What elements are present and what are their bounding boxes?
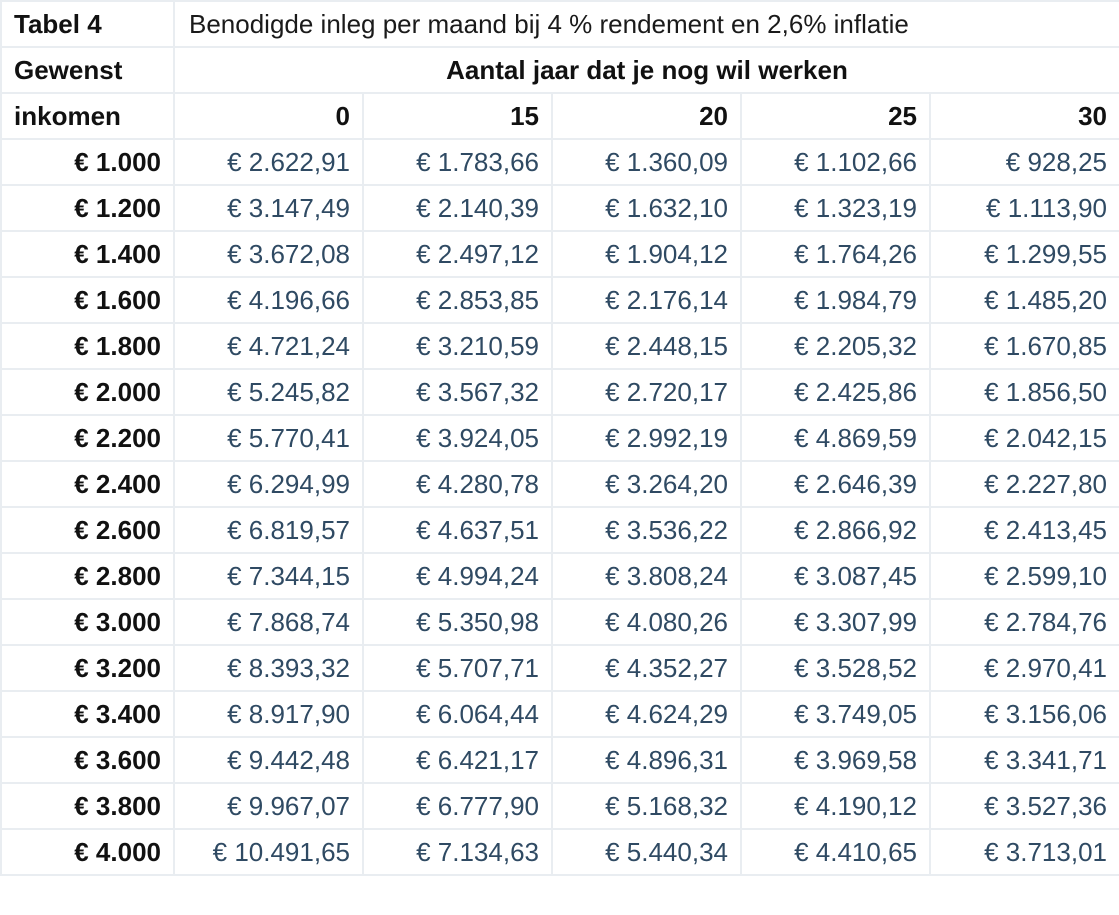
- contribution-cell: € 1.984,79: [741, 277, 930, 323]
- table-row: [1, 277, 1119, 323]
- contribution-cell: € 2.227,80: [930, 461, 1119, 507]
- contribution-cell: € 5.770,41: [174, 415, 363, 461]
- contribution-cell: € 10.491,65: [174, 829, 363, 875]
- year-header-25: 25: [741, 93, 930, 139]
- row-header-line2: inkomen: [1, 93, 174, 139]
- contribution-cell: € 2.599,10: [930, 553, 1119, 599]
- contribution-cell: € 5.440,34: [552, 829, 741, 875]
- row-header-line1: Gewenst: [1, 47, 174, 93]
- contribution-cell: € 2.140,39: [363, 185, 552, 231]
- year-header-0: 0: [174, 93, 363, 139]
- income-cell: € 1.800: [1, 323, 174, 369]
- table-row: [1, 231, 1119, 277]
- table-row: [1, 599, 1119, 645]
- contribution-cell: € 3.087,45: [741, 553, 930, 599]
- contribution-cell: € 4.280,78: [363, 461, 552, 507]
- contribution-cell: € 2.622,91: [174, 139, 363, 185]
- income-cell: € 1.200: [1, 185, 174, 231]
- income-cell: € 1.400: [1, 231, 174, 277]
- contribution-cell: € 2.970,41: [930, 645, 1119, 691]
- contribution-cell: € 6.064,44: [363, 691, 552, 737]
- contribution-cell: € 1.670,85: [930, 323, 1119, 369]
- contribution-cell: € 1.783,66: [363, 139, 552, 185]
- table-body: [1, 1, 1119, 875]
- table-row: [1, 369, 1119, 415]
- contribution-cell: € 8.917,90: [174, 691, 363, 737]
- contribution-cell: € 4.896,31: [552, 737, 741, 783]
- contribution-cell: € 4.352,27: [552, 645, 741, 691]
- contribution-cell: € 9.967,07: [174, 783, 363, 829]
- contribution-cell: € 4.637,51: [363, 507, 552, 553]
- table-row: [1, 185, 1119, 231]
- contribution-cell: € 3.969,58: [741, 737, 930, 783]
- income-cell: € 1.600: [1, 277, 174, 323]
- contribution-cell: € 2.992,19: [552, 415, 741, 461]
- contribution-cell: € 6.777,90: [363, 783, 552, 829]
- caption-row: [1, 1, 1119, 47]
- income-cell: € 2.800: [1, 553, 174, 599]
- contribution-cell: € 9.442,48: [174, 737, 363, 783]
- contribution-cell: € 928,25: [930, 139, 1119, 185]
- contribution-cell: € 3.210,59: [363, 323, 552, 369]
- contribution-cell: € 3.147,49: [174, 185, 363, 231]
- table-row: [1, 507, 1119, 553]
- contribution-cell: € 8.393,32: [174, 645, 363, 691]
- contribution-cell: € 1.323,19: [741, 185, 930, 231]
- contribution-cell: € 2.425,86: [741, 369, 930, 415]
- contribution-cell: € 2.448,15: [552, 323, 741, 369]
- contribution-cell: € 1.299,55: [930, 231, 1119, 277]
- contribution-cell: € 2.205,32: [741, 323, 930, 369]
- contribution-cell: € 1.360,09: [552, 139, 741, 185]
- contribution-cell: € 3.713,01: [930, 829, 1119, 875]
- contribution-cell: € 2.413,45: [930, 507, 1119, 553]
- contribution-cell: € 2.176,14: [552, 277, 741, 323]
- year-header-30: 30: [930, 93, 1119, 139]
- contribution-cell: € 4.196,66: [174, 277, 363, 323]
- contribution-cell: € 2.853,85: [363, 277, 552, 323]
- contribution-cell: € 1.632,10: [552, 185, 741, 231]
- income-cell: € 1.000: [1, 139, 174, 185]
- contribution-cell: € 4.721,24: [174, 323, 363, 369]
- income-cell: € 3.800: [1, 783, 174, 829]
- contribution-cell: € 4.190,12: [741, 783, 930, 829]
- income-cell: € 2.600: [1, 507, 174, 553]
- contribution-cell: € 6.819,57: [174, 507, 363, 553]
- table-number: Tabel 4: [1, 1, 174, 47]
- contribution-cell: € 3.567,32: [363, 369, 552, 415]
- contribution-cell: € 1.102,66: [741, 139, 930, 185]
- contribution-cell: € 2.866,92: [741, 507, 930, 553]
- contribution-cell: € 2.042,15: [930, 415, 1119, 461]
- year-header-15: 15: [363, 93, 552, 139]
- contribution-cell: € 5.168,32: [552, 783, 741, 829]
- contribution-cell: € 5.350,98: [363, 599, 552, 645]
- contribution-cell: € 2.646,39: [741, 461, 930, 507]
- contribution-cell: € 1.485,20: [930, 277, 1119, 323]
- income-cell: € 2.000: [1, 369, 174, 415]
- contribution-cell: € 7.134,63: [363, 829, 552, 875]
- contribution-cell: € 3.672,08: [174, 231, 363, 277]
- table-row: [1, 783, 1119, 829]
- contribution-cell: € 1.856,50: [930, 369, 1119, 415]
- header-row-years: [1, 93, 1119, 139]
- contribution-cell: € 1.764,26: [741, 231, 930, 277]
- contribution-cell: € 1.113,90: [930, 185, 1119, 231]
- contribution-cell: € 3.307,99: [741, 599, 930, 645]
- income-cell: € 2.400: [1, 461, 174, 507]
- contribution-cell: € 6.294,99: [174, 461, 363, 507]
- contribution-cell: € 7.868,74: [174, 599, 363, 645]
- income-cell: € 4.000: [1, 829, 174, 875]
- income-cell: € 2.200: [1, 415, 174, 461]
- contribution-cell: € 1.904,12: [552, 231, 741, 277]
- contribution-cell: € 7.344,15: [174, 553, 363, 599]
- contribution-cell: € 5.707,71: [363, 645, 552, 691]
- table-row: [1, 737, 1119, 783]
- contribution-cell: € 3.749,05: [741, 691, 930, 737]
- contribution-cell: € 3.341,71: [930, 737, 1119, 783]
- contribution-cell: € 3.924,05: [363, 415, 552, 461]
- table-row: [1, 829, 1119, 875]
- contribution-cell: € 3.528,52: [741, 645, 930, 691]
- income-cell: € 3.000: [1, 599, 174, 645]
- contribution-cell: € 3.527,36: [930, 783, 1119, 829]
- contribution-cell: € 5.245,82: [174, 369, 363, 415]
- contribution-cell: € 3.156,06: [930, 691, 1119, 737]
- table-row: [1, 415, 1119, 461]
- column-group-header: Aantal jaar dat je nog wil werken: [174, 47, 1119, 93]
- contribution-cell: € 3.536,22: [552, 507, 741, 553]
- income-cell: € 3.200: [1, 645, 174, 691]
- year-header-20: 20: [552, 93, 741, 139]
- header-row-span: [1, 47, 1119, 93]
- contribution-cell: € 6.421,17: [363, 737, 552, 783]
- table-row: [1, 553, 1119, 599]
- table-row: [1, 691, 1119, 737]
- table-row: [1, 323, 1119, 369]
- contribution-cell: € 4.080,26: [552, 599, 741, 645]
- contribution-cell: € 3.264,20: [552, 461, 741, 507]
- contribution-cell: € 3.808,24: [552, 553, 741, 599]
- table-row: [1, 461, 1119, 507]
- contribution-cell: € 4.869,59: [741, 415, 930, 461]
- contribution-cell: € 2.720,17: [552, 369, 741, 415]
- contribution-cell: € 2.497,12: [363, 231, 552, 277]
- contribution-cell: € 4.410,65: [741, 829, 930, 875]
- income-cell: € 3.400: [1, 691, 174, 737]
- table-row: [1, 139, 1119, 185]
- income-cell: € 3.600: [1, 737, 174, 783]
- contribution-cell: € 4.624,29: [552, 691, 741, 737]
- contribution-cell: € 2.784,76: [930, 599, 1119, 645]
- contribution-cell: € 4.994,24: [363, 553, 552, 599]
- table-row: [1, 645, 1119, 691]
- table-caption: Benodigde inleg per maand bij 4 % rendement en 2,6% inflatie: [174, 1, 1119, 47]
